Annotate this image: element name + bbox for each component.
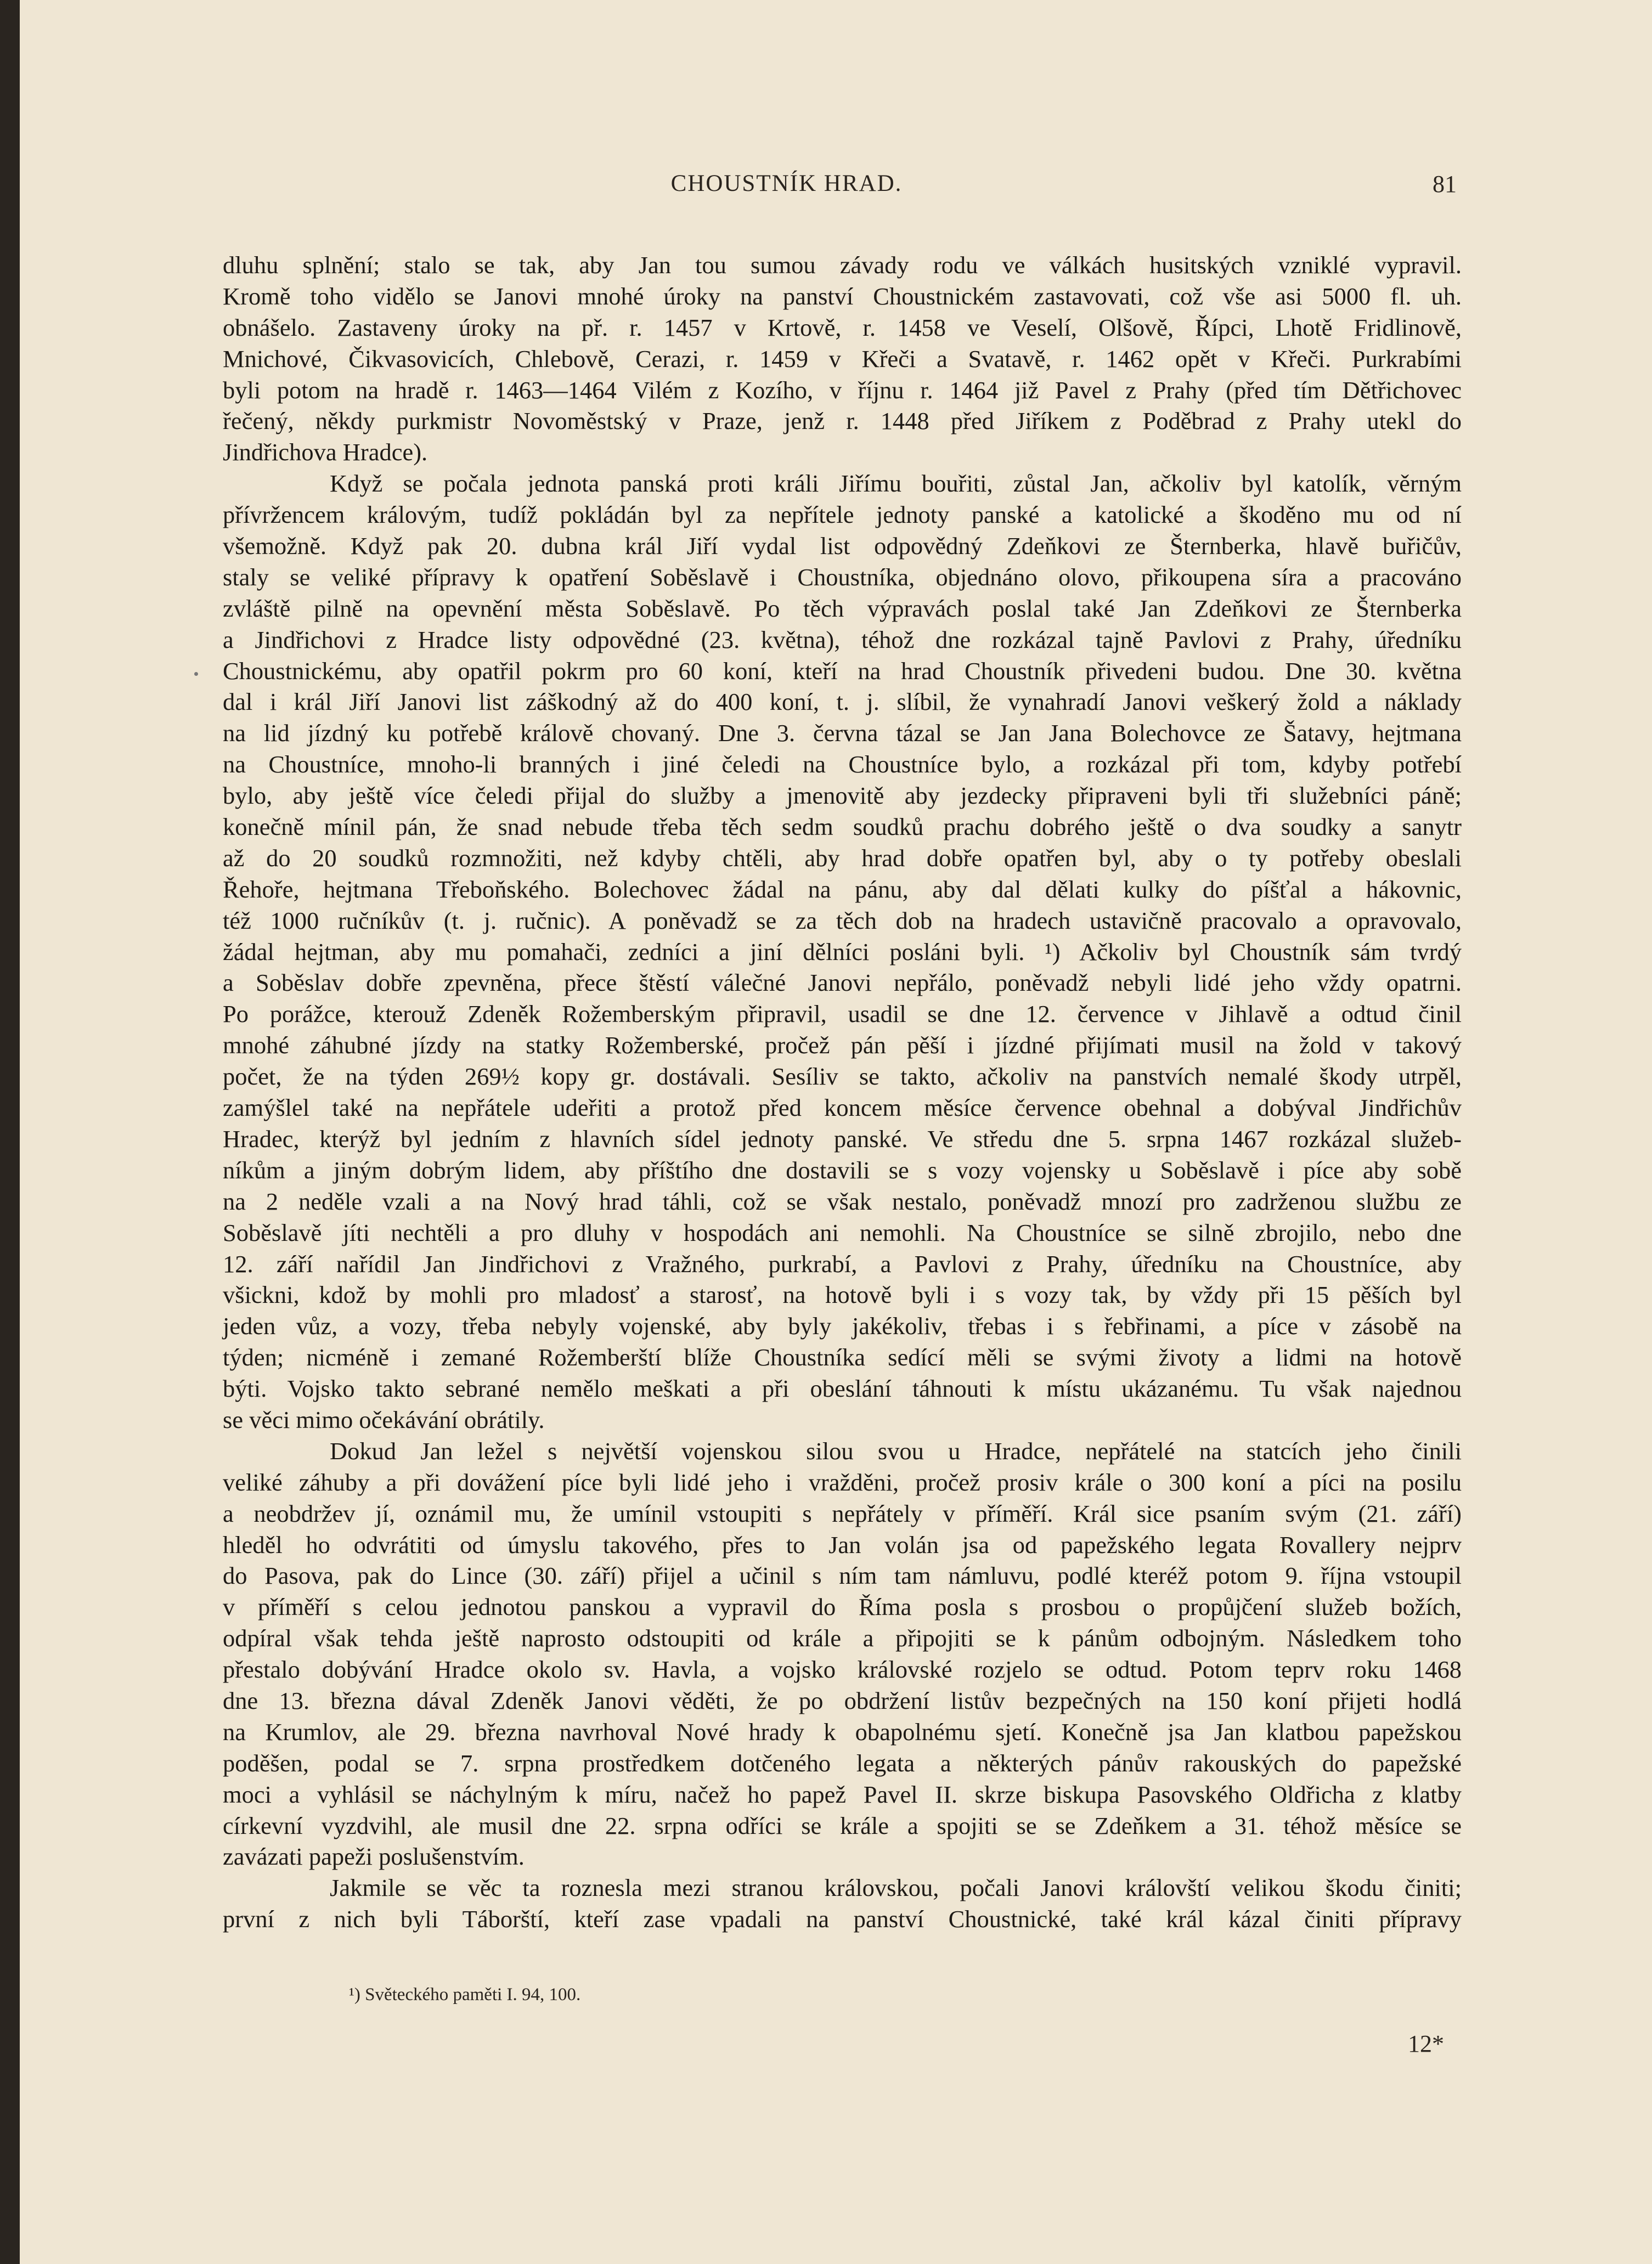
text-line: na lid jízdný ku potřebě králově chovaný. Dne 3. června tázal se Jan Jana Bolechovce ze Šatavy, hejtmana bbox=[223, 719, 1462, 747]
text-line: všemožně. Když pak 20. dubna král Jiří vydal list odpovědný Zdeňkovi ze Šternberka, hlavě buřičův, bbox=[223, 532, 1462, 560]
footnote: ¹) Světeckého paměti I. 94, 100. bbox=[349, 1985, 581, 2005]
text-line: býti. Vojsko takto sebrané nemělo meškati a při obeslání táhnouti k místu ukázanému. Tu však najednou bbox=[223, 1375, 1462, 1403]
text-line: moci a vyhlásil se náchylným k míru, načež ho papež Pavel II. skrze biskupa Pasovského Oldřicha z klatby bbox=[223, 1780, 1462, 1808]
text-line: přestalo dobývání Hradce okolo sv. Havla, a vojsko královské rozjelo se odtud. Potom teprv roku 1468 bbox=[223, 1656, 1462, 1684]
text-line: řečený, někdy purkmistr Novoměstský v Praze, jenž r. 1448 před Jiříkem z Poděbrad z Prahy utekl do bbox=[223, 407, 1462, 435]
text-line: Dokud Jan ležel s největší vojenskou silou svou u Hradce, nepřátelé na statcích jeho činili bbox=[330, 1437, 1462, 1465]
text-line: počet, že na týden 269½ kopy gr. dostávali. Sesíliv se takto, ačkoliv na panstvích nemalé škody utrpěl, bbox=[223, 1063, 1462, 1091]
text-line: Řehoře, hejtmana Třeboňského. Bolechovec žádal na pánu, aby dal dělati kulky do píšťal a hákovnic, bbox=[223, 875, 1462, 903]
text-line: bylo, aby ještě více čeledi přijal do služby a jmenovitě aby jezdecky připraveni byli tři služebníci páně; bbox=[223, 782, 1462, 810]
text-line: a neobdržev jí, oznámil mu, že umínil vstoupiti s nepřátely v příměří. Král sice psaním svým (21. září) bbox=[223, 1499, 1462, 1527]
text-line: zavázati papeži poslušenstvím. bbox=[223, 1843, 525, 1871]
page-header bbox=[20, 170, 1652, 214]
text-line: obnášelo. Zastaveny úroky na př. r. 1457 v Krtově, r. 1458 ve Veselí, Olšově, Řípci, Lhotě Fridlinově, bbox=[223, 313, 1462, 341]
text-line: Choustnickému, aby opatřil pokrm pro 60 koní, kteří na hrad Choustník přivedeni budou. Dne 30. května bbox=[223, 657, 1462, 685]
text-line: a Jindřichovi z Hradce listy odpovědné (23. května), téhož dne rozkázal tajně Pavlovi z Prahy, úředníku bbox=[223, 625, 1462, 653]
text-line: staly se veliké přípravy k opatření Soběslavě i Choustníka, objednáno olovo, přikoupena síra a pracováno bbox=[223, 563, 1462, 591]
book-page bbox=[20, 0, 1652, 2264]
text-line: týden; nicméně i zemané Rožemberští blíže Choustníka sedící měli se svými životy a lidmi na hotově bbox=[223, 1343, 1462, 1371]
text-line: hleděl ho odvrátiti od úmyslu takového, přes to Jan volán jsa od papežského legata Rovallery nejprv bbox=[223, 1531, 1462, 1559]
page-number: 81 bbox=[1433, 171, 1457, 197]
text-line: do Pasova, pak do Lince (30. září) přijel a učinil s ním tam námluvu, podlé kteréž potom 9. října vstoupil bbox=[223, 1562, 1462, 1590]
scan-left-edge bbox=[0, 0, 20, 2264]
text-line: první z nich byli Táborští, kteří zase vpadali na panství Choustnické, také král kázal činiti přípravy bbox=[223, 1905, 1462, 1933]
text-line: veliké záhuby a při dovážení píce byli lidé jeho i vražděni, pročež prosiv krále o 300 koní a píci na posilu bbox=[223, 1468, 1462, 1496]
text-line: se věci mimo očekávání obrátily. bbox=[223, 1405, 545, 1433]
text-line: Po porážce, kterouž Zdeněk Rožemberským připravil, usadil se dne 12. července v Jihlavě a odtud činil bbox=[223, 1000, 1462, 1028]
text-line: církevní vyzdvihl, ale musil dne 22. srpna odříci se krále a spojiti se se Zdeňkem a 31. téhož měsíce se bbox=[223, 1811, 1462, 1839]
text-line: jeden vůz, a vozy, třeba nebyly vojenské, aby byly jakékoliv, třebas i s řebřinami, a píce v zásobě na bbox=[223, 1312, 1462, 1340]
text-line: poděšen, podal se 7. srpna prostředkem dotčeného legata a některých pánův rakouských do papežské bbox=[223, 1749, 1462, 1777]
binding-mark bbox=[194, 672, 198, 676]
text-line: na 2 neděle vzali a na Nový hrad táhli, což se však nestalo, poněvadž mnozí pro zadrženou službu ze bbox=[223, 1187, 1462, 1215]
text-line: žádal hejtman, aby mu pomahači, zedníci a jiní dělníci posláni byli. ¹) Ačkoliv byl Choustník sám tvrdý bbox=[223, 938, 1462, 966]
body-text bbox=[223, 250, 1462, 1935]
text-line: mnohé záhubné jízdy na statky Rožemberské, pročež pán pěší i jízdné přijímati musil na žold v takový bbox=[223, 1031, 1462, 1059]
text-line: na Choustníce, mnoho-li branných i jiné čeledi na Choustníce bylo, a rozkázal při tom, kdyby potřebí bbox=[223, 750, 1462, 778]
text-line: konečně mínil pán, že snad nebude třeba těch sedm soudků prachu dobrého ještě o dva soudky a sanytr bbox=[223, 813, 1462, 841]
text-line: byli potom na hradě r. 1463—1464 Vilém z Kozího, v říjnu r. 1464 již Pavel z Prahy (před tím Dětřichovec bbox=[223, 376, 1462, 404]
text-line: dluhu splnění; stalo se tak, aby Jan tou sumou závady rodu ve válkách husitských vzniklé vypravil. bbox=[223, 251, 1462, 279]
text-line: až do 20 soudků rozmnožiti, než kdyby chtěli, aby hrad dobře opatřen byl, aby o ty potřeby obeslali bbox=[223, 844, 1462, 872]
text-line: zvláště pilně na opevnění města Soběslavě. Po těch výpravách poslal také Jan Zdeňkovi ze Šternberka bbox=[223, 594, 1462, 622]
text-line: všickni, kdož by mohli pro mladosť a starosť, na hotově byli i s vozy tak, by vždy při 15 pěších byl bbox=[223, 1281, 1462, 1309]
running-head: CHOUSTNÍK HRAD. bbox=[670, 171, 903, 196]
text-line: na Krumlov, ale 29. března navrhoval Nové hrady k obapolnému sjetí. Konečně jsa Jan klatbou papežskou bbox=[223, 1718, 1462, 1746]
text-line: a Soběslav dobře zpevněna, přece štěstí válečné Janovi nepřálo, poněvadž nebyli lidé jeho vždy opatrni. bbox=[223, 969, 1462, 997]
text-line: zamýšlel také na nepřátele udeřiti a protož před koncem měsíce července obehnal a dobýval Jindřichův bbox=[223, 1094, 1462, 1122]
text-line: Hradec, kterýž byl jedním z hlavních sídel jednoty panské. Ve středu dne 5. srpna 1467 rozkázal služeb- bbox=[223, 1125, 1462, 1153]
text-line: Když se počala jednota panská proti králi Jiřímu bouřiti, zůstal Jan, ačkoliv byl katolík, věrným bbox=[330, 470, 1462, 498]
text-line: Soběslavě jíti nechtěli a pro dluhy v hospodách ani nemohli. Na Choustníce se silně zbrojilo, nebo dne bbox=[223, 1218, 1462, 1246]
text-line: níkům a jiným dobrým lidem, aby příštího dne dostavili se s vozy vojensky u Soběslavě i píce aby sobě bbox=[223, 1156, 1462, 1184]
text-line: v příměří s celou jednotou panskou a vypravil do Říma posla s prosbou o propůjčení služeb božích, bbox=[223, 1593, 1462, 1621]
text-line: dal i král Jiří Janovi list záškodný až do 400 koní, t. j. slíbil, že vynahradí Janovi veškerý žold a náklady bbox=[223, 688, 1462, 716]
text-line: odpíral však tehda ještě naprosto odstoupiti od krále a připojiti se k pánům odbojným. Následkem toho bbox=[223, 1624, 1462, 1652]
text-line: 12. září nařídil Jan Jindřichovi z Vražného, purkrabí, a Pavlovi z Prahy, úředníku na Choustníce, aby bbox=[223, 1250, 1462, 1278]
text-line: dne 13. března dával Zdeněk Janovi věděti, že po obdržení listův bezpečných na 150 koní přijeti hodlá bbox=[223, 1686, 1462, 1714]
text-line: Kromě toho vidělo se Janovi mnohé úroky na panství Choustnickém zastavovati, což vše asi 5000 fl. uh. bbox=[223, 282, 1462, 310]
text-line: přívržencem královým, tudíž pokládán byl za nepřítele jednoty panské a katolické a škoděno mu od ní bbox=[223, 501, 1462, 529]
text-line: Mnichové, Čikvasovicích, Chlebově, Cerazi, r. 1459 v Křeči a Svatavě, r. 1462 opět v Křeči. Purkrabími bbox=[223, 345, 1462, 372]
text-line: Jakmile se věc ta roznesla mezi stranou královskou, počali Janovi královští velikou škodu činiti; bbox=[330, 1874, 1462, 1902]
signature-mark: 12* bbox=[1408, 2030, 1444, 2057]
text-line: též 1000 ručníkův (t. j. ručnic). A poněvadž se za těch dob na hradech ustavičně pracovalo a opravovalo, bbox=[223, 906, 1462, 934]
text-line: Jindřichova Hradce). bbox=[223, 438, 428, 466]
